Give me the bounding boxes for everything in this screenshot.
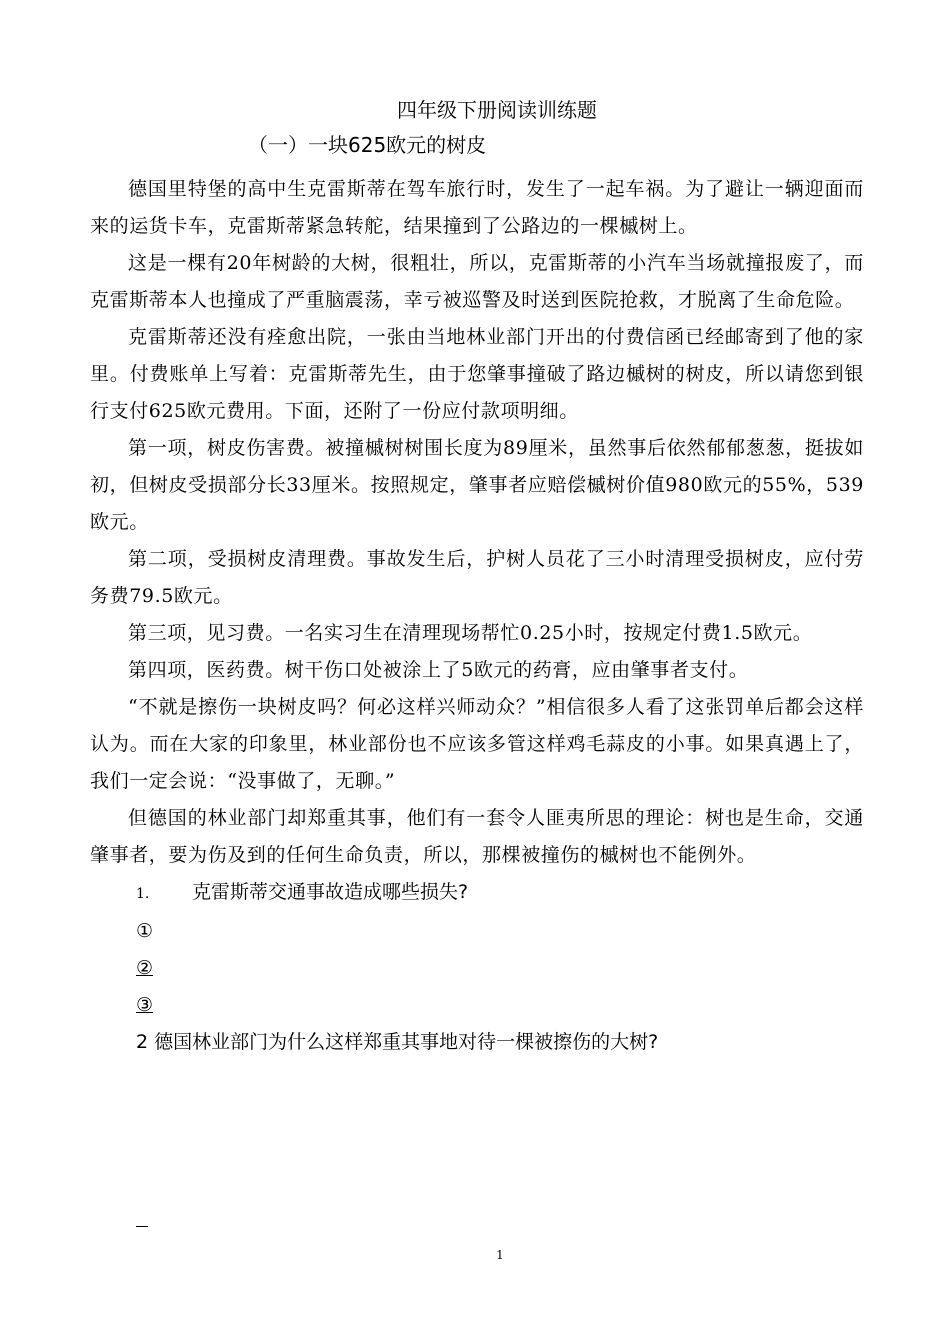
answer-item-2 — [90, 950, 864, 987]
paragraph-7: 第四项，医药费。树干伤口处被涂上了5欧元的药膏，应由肇事者支付。 — [128, 659, 749, 681]
question-1-text: 克雷斯蒂交通事故造成哪些损失? — [192, 881, 469, 903]
article-subtitle: （一）一块625欧元的树皮 — [248, 133, 487, 157]
question-2: 2 德国林业部门为什么这样郑重其事地对待一棵被擦伤的大树? — [136, 1031, 659, 1053]
answer-item-3 — [90, 987, 864, 1024]
paragraph-8: “不就是擦伤一块树皮吗？何必这样兴师动众？”相信很多人看了这张罚单后都会这样认为。而在大家的印象里，林业部份也不应该多管这样鸡毛蒜皮的小事。如果真遇上了，我们一定会说：“没事做了，无聊。” — [90, 696, 864, 792]
paragraph-2: 这是一棵有20年树龄的大树，很粗壮，所以，克雷斯蒂的小汽车当场就撞报废了，而克雷斯蒂本人也撞成了严重脑震荡，幸亏被巡警及时送到医院抢救，才脱离了生命危险。 — [90, 252, 864, 311]
paragraph-5: 第二项，受损树皮清理费。事故发生后，护树人员花了三小时清理受损树皮，应付劳务费79.5欧元。 — [90, 548, 864, 607]
paragraph-6: 第三项，见习费。一名实习生在清理现场帮忙0.25小时，按规定付费1.5欧元。 — [128, 622, 813, 644]
paragraph-9: 但德国的林业部门却郑重其事，他们有一套令人匪夷所思的理论：树也是生命，交通肇事者，要为伤及到的任何生命负责，所以，那棵被撞伤的槭树也不能例外。 — [90, 807, 864, 866]
answer-item-1 — [90, 913, 864, 950]
question-1-number: 1. — [136, 886, 150, 902]
paragraph-4: 第一项，树皮伤害费。被撞槭树树围长度为89厘米，虽然事后依然郁郁葱葱，挺拔如初，但树皮受损部分长33厘米。按照规定，肇事者应赔偿槭树价值980欧元的55%，539欧元。 — [90, 437, 864, 533]
paragraph-1: 德国里特堡的高中生克雷斯蒂在驾车旅行时，发生了一起车祸。为了避让一辆迎面而来的运货卡车，克雷斯蒂紧急转舵，结果撞到了公路边的一棵槭树上。 — [90, 178, 864, 237]
paragraph-3: 克雷斯蒂还没有痊愈出院，一张由当地林业部门开出的付费信函已经邮寄到了他的家里。付费账单上写着：克雷斯蒂先生，由于您肇事撞破了路边槭树的树皮，所以请您到银行支付625欧元费用。下面，还附了一份应付款项明细。 — [90, 326, 864, 422]
answer-blank-line — [136, 1226, 148, 1227]
article-body — [90, 171, 864, 1061]
document-title: 四年级下册阅读训练题 — [397, 98, 597, 122]
answer-marker-2: ② — [136, 957, 154, 979]
answer-marker-1: ① — [136, 920, 154, 942]
question-1 — [90, 874, 864, 913]
answer-marker-3: ③ — [136, 994, 154, 1016]
page-number: 1 — [496, 1248, 504, 1262]
